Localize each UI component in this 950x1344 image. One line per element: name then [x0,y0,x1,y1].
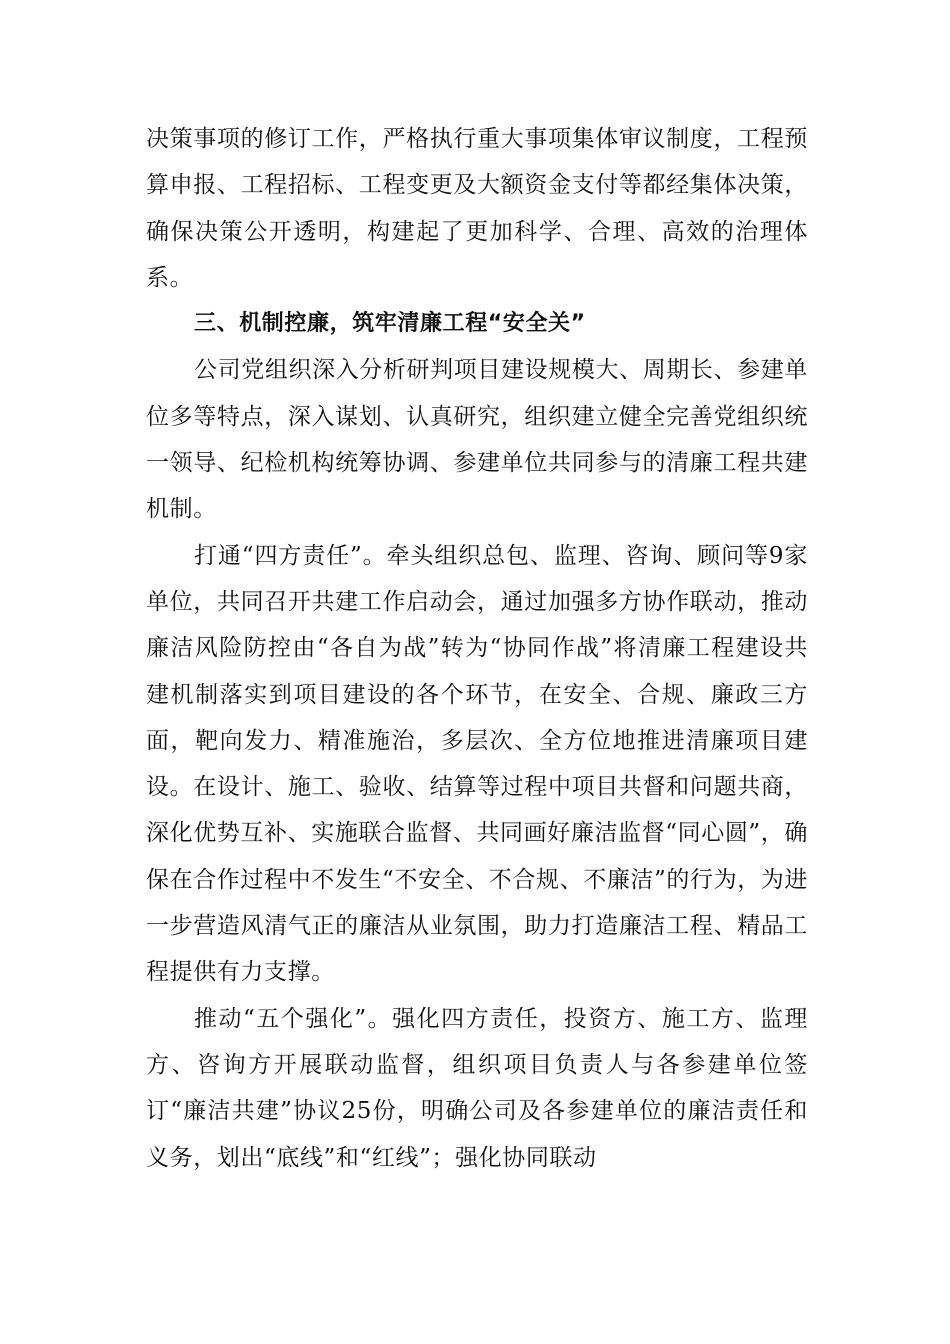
document-page [146,116,808,1181]
paragraph-five-strengthenings: 推动“五个强化”。强化四方责任，投资方、施工方、监理方、咨询方开展联动监督，组织项目负责人与各参建单位签订“廉洁共建”协议25份，明确公司及各参建单位的廉洁责任和义务，划出“底线”和“红线”；强化协同联动 [146,1005,808,1171]
paragraph-co-construction-mechanism: 公司党组织深入分析研判项目建设规模大、周期长、参建单位多等特点，深入谋划、认真研究，组织建立健全完善党组织统一领导、纪检机构统筹协调、参建单位共同参与的清廉工程共建机制。 [146,357,808,523]
paragraph-governance-system: 决策事项的修订工作，严格执行重大事项集体审议制度，工程预算申报、工程招标、工程变更及大额资金支付等都经集体决策，确保决策公开透明，构建起了更加科学、合理、高效的治理体系。 [146,126,808,291]
paragraph-four-responsibilities: 打通“四方责任”。牵头组织总包、监理、咨询、顾问等9家单位，共同召开共建工作启动会，通过加强多方协作联动，推动廉洁风险防控由“各自为战”转为“协同作战”将清廉工程建设共建机制落实到项目建设的各个环节，在安全、合规、廉政三方面，靶向发力、精准施治，多层次、全方位地推进清廉项目建设。在设计、施工、验收、结算等过程中项目共督和问题共商，深化优势互补、实施联合监督、共同画好廉洁监督“同心圆”，确保在合作过程中不发生“不安全、不合规、不廉洁”的行为，为进一步营造风清气正的廉洁从业氛围，助力打造廉洁工程、精品工程提供有力支撑。 [146,542,808,986]
section-heading-three: 三、机制控廉，筑牢清廉工程“安全关” [194,311,586,337]
